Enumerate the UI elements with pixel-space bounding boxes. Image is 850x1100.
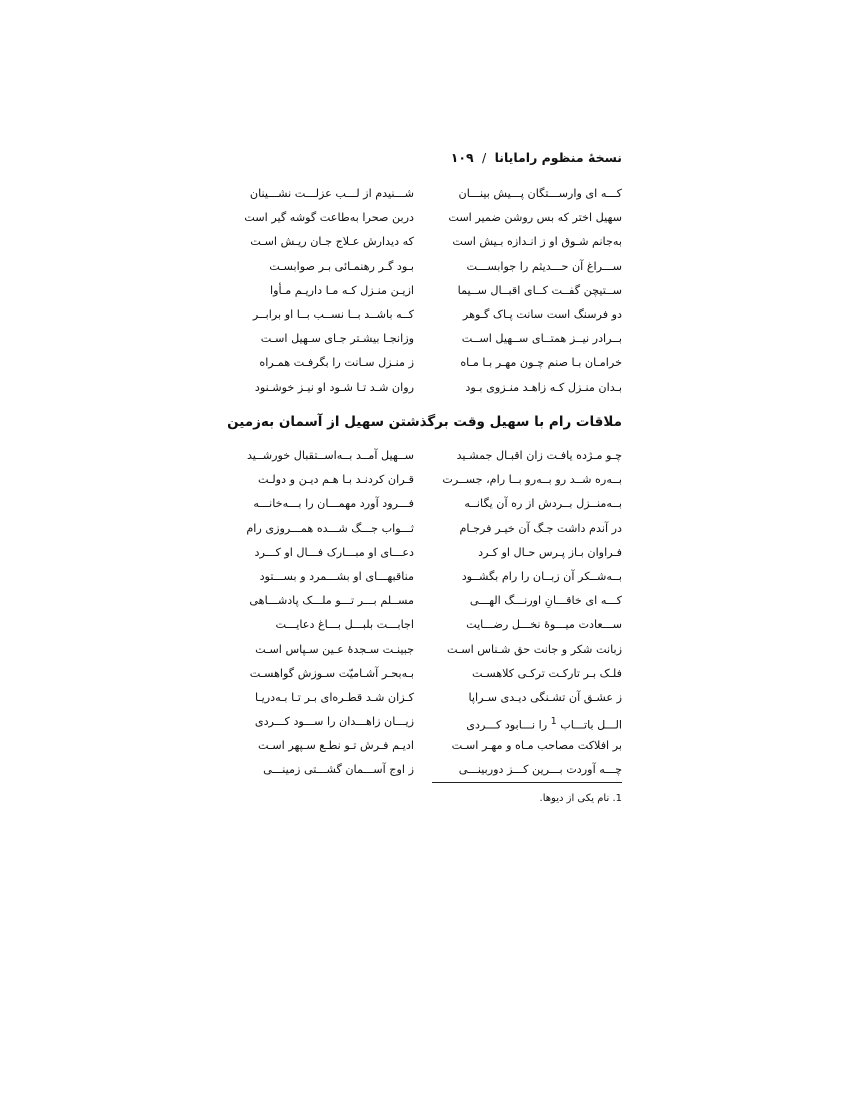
hemistich-right: بر افلاکت مصاحب مـاه و مهـر اسـت (451, 739, 622, 753)
poem-section-bottom (228, 444, 622, 783)
hemistich-right: دو فرسنگ است سانت پـاک گـوهر (462, 307, 622, 321)
couplet (228, 468, 622, 492)
hemistich-right: فـراوان بـاز پـرس حـال او کـرد (478, 545, 622, 559)
footnote-marker: 1 (550, 716, 557, 728)
hemistich-left: دعـــای او مبـــارک فـــال او کـــرد (254, 545, 414, 559)
couplet (228, 444, 622, 468)
hemistich-left: ز اوج آســـمان گشـــتی زمینـــی (263, 763, 414, 777)
hemistich-right: به‌جانم شـوق او ز انـدازه بـیش است (452, 235, 622, 249)
hemistich-right (436, 710, 622, 734)
hemistich-left: قـران کردنـد بـا هـم دیـن و دولـت (258, 473, 414, 487)
couplet (228, 710, 622, 734)
couplet (228, 589, 622, 613)
header-separator: / (482, 150, 487, 165)
hemistich-right: ســتیچن گفــت کــای اقبــال ســیما (457, 283, 622, 297)
footnote-number: 1. (612, 793, 622, 804)
hemistich-left: ادیـم فـرش تـو نطـع سـپهر اسـت (258, 739, 414, 753)
hemistich-right: ســـعادت میـــوهٔ نخـــل رضـــایت (466, 618, 622, 632)
couplet (228, 662, 622, 686)
couplet (228, 758, 622, 782)
couplet (228, 230, 622, 254)
couplet (228, 182, 622, 206)
couplet (228, 638, 622, 662)
hemistich-right: بــه‌شــکر آن زبــان را رام بگشــود (461, 569, 622, 583)
hemistich-right: خرامـان بـا صنم چـون مهـر بـا مـاه (460, 356, 622, 370)
hemistich-right: فلـک بـر تارکـت ترکـی کلاهسـت (471, 666, 622, 680)
couplet (228, 517, 622, 541)
couplet (228, 206, 622, 230)
hemistich-right: ســـراغ آن حـــدیثم را جوابســـت (466, 259, 622, 273)
hemistich-left: زیـــان زاهـــدان را ســـود کـــردی (254, 715, 414, 729)
hemistich-right: بــه‌منــزل بــردش از ره آن یگانــه (464, 497, 622, 511)
hemistich-left: فـــرود آورد مهمـــان را بـــه‌خانـــه (253, 497, 414, 511)
hemistich-left: روان شـد تـا شـود او نیـز خوشـنود (254, 380, 414, 394)
couplet (228, 327, 622, 351)
hemistich-left: که دیدارش عـلاج جـان ریـش اسـت (250, 235, 414, 249)
couplet (228, 279, 622, 303)
hemistich-left: کــه باشــد بــا نســب بــا او برابــر (252, 307, 414, 321)
running-header (451, 150, 622, 165)
hemistich-right: بــرادر نیــز همتــای ســهیل اســت (461, 332, 622, 346)
footnote-divider (432, 782, 622, 783)
hemistich-left: ثـــواب جـــگ شـــده همـــروزی رام (246, 521, 414, 535)
couplet (228, 541, 622, 565)
hemistich-left: جبینـت سـجدهٔ عـین سـپاس اسـت (255, 642, 414, 656)
hemistich-right: چـــه آوردت بـــرین کـــز دوربینـــی (458, 763, 622, 777)
hemistich-left: ســهیل آمــد بــه‌اســتقبال خورشــید (246, 449, 414, 462)
hemistich-left: شـــنیدم از لـــب عزلـــت نشـــینان (249, 187, 414, 200)
hemistich-right: در آندم داشت جـگ آن خیـر فرجـام (459, 521, 622, 535)
hemistich-right: زبانت شکر و جانت حق شـناس اسـت (447, 642, 622, 656)
couplet (228, 376, 622, 400)
hemistich-left: بـه‌بحـر آشـامیّت سـوزش گواهسـت (249, 666, 414, 680)
hemistich-right-end: را نـــابود کـــردی (466, 718, 548, 732)
couplet (228, 734, 622, 758)
page-number: ۱۰۹ (450, 150, 474, 165)
couplet (228, 613, 622, 637)
hemistich-right: بــه‌ره شــد رو بــه‌رو بــا رام، جســرت (442, 473, 622, 487)
hemistich-right: ز عشـق آن تشـنگی دیـدی سـراپا (468, 690, 622, 704)
hemistich-left: اجابـــت بلبـــل بـــاغ دعایـــت (275, 618, 414, 632)
footnote (422, 793, 622, 804)
couplet (228, 565, 622, 589)
hemistich-right: چـو مـژده یافـت زان اقبـال جمشـید (456, 449, 622, 462)
hemistich-left: مناقبهـــای او بشـــمرد و بســـتود (259, 569, 414, 583)
couplet (228, 351, 622, 375)
hemistich-left: دربن صحرا به‌طاعت گوشه گیر است (244, 211, 414, 225)
couplet (228, 255, 622, 279)
hemistich-right: سهیل اختر که بس روشن ضمیر است (448, 211, 622, 225)
couplet (228, 492, 622, 516)
hemistich-right-start: الـــل باتـــاب (560, 718, 622, 732)
footnote-text: نام یکی از دیوها. (539, 793, 610, 804)
hemistich-left: ز منـزل سـانت را بگرفـت همـراه (259, 356, 414, 370)
hemistich-right: کـــه ای وارســـتگان پـــیش بینـــان (458, 187, 622, 200)
hemistich-left: کـزان شـد قطـره‌ای بـر تـا بـه‌دریـا (254, 690, 414, 704)
hemistich-right: بـدان منـزل کـه زاهـد منـزوی بـود (465, 380, 622, 394)
section-heading: ملاقات رام با سهیل وقت برگذشتن سهیل از آسمان به‌زمین (227, 414, 622, 430)
couplet (228, 303, 622, 327)
poem-section-top (228, 182, 622, 400)
hemistich-left: وزانجـا بیشـتر جـای سـهیل اسـت (260, 332, 414, 346)
hemistich-left: بـود گـر رهنمـائی بـر صوابسـت (269, 259, 414, 273)
book-title: نسخهٔ منظوم رامایانا (494, 150, 622, 165)
hemistich-left: مســلم بـــر تـــو ملـــک پادشـــاهی (249, 594, 414, 608)
couplet (228, 686, 622, 710)
hemistich-left: ازیـن منـزل کـه مـا داریـم مـأوا (270, 283, 414, 297)
hemistich-right: کـــه ای خاقـــانِ اورنـــگ الهـــی (469, 594, 622, 608)
